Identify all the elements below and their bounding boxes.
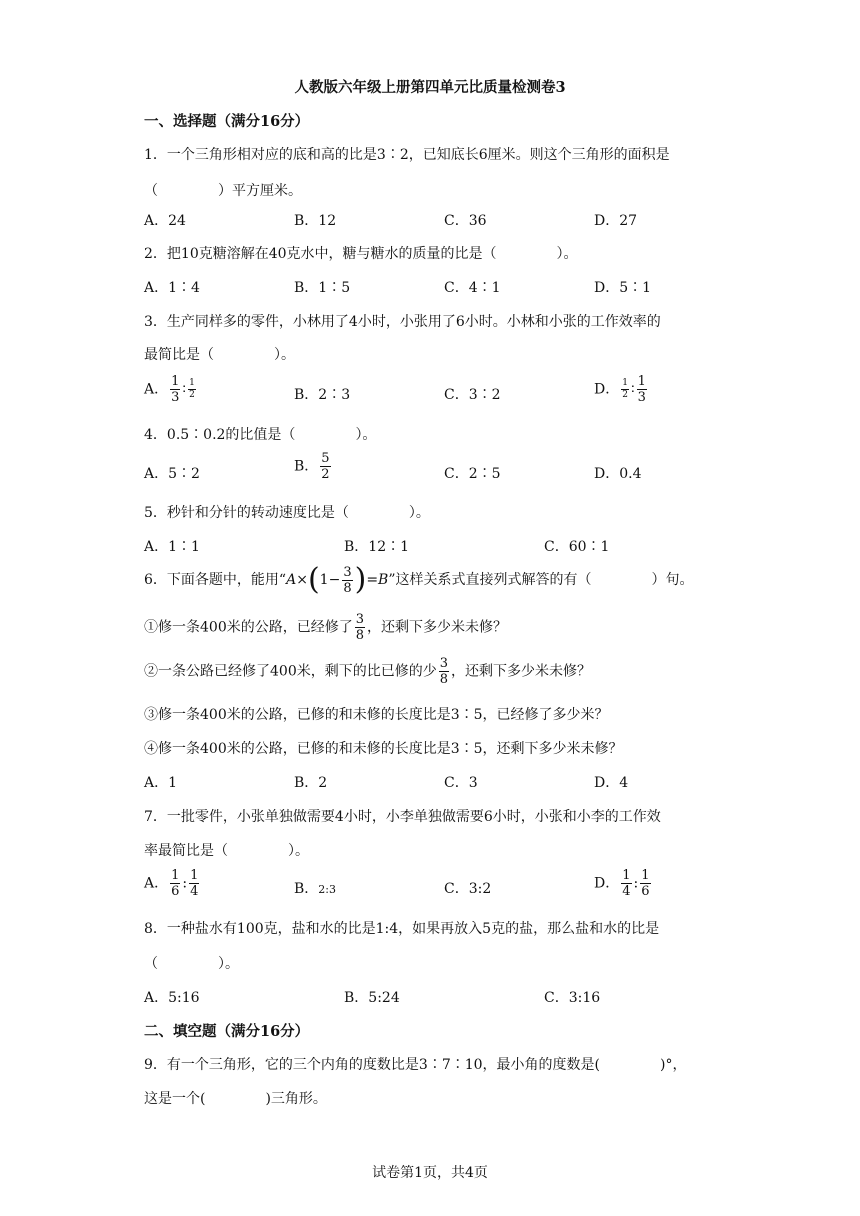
question-8-text: 8．一种盐水有100克，盐和水的比是1:4，如果再放入5克的盐，那么盐和水的比是 — [144, 921, 660, 937]
fraction: $\frac{3}{8}$ — [439, 656, 449, 687]
q5-option-c: C．60∶1 — [544, 539, 610, 555]
fraction: $\frac{1}{6}$ — [641, 868, 650, 899]
q2-option-b: B．1∶5 — [294, 280, 351, 296]
q2-option-c: C．4∶1 — [444, 280, 501, 296]
question-6-statement-1: ①修一条400米的公路，已经修了 $\frac{3}{8}$ ，还剩下多少米未修？ — [144, 612, 508, 643]
section-choice-heading: 一、选择题（满分16分） — [144, 113, 310, 130]
q7-option-a: A． $\frac{1}{6}$ : $\frac{1}{4}$ — [144, 868, 199, 899]
q5-option-a: A．1∶1 — [144, 539, 200, 555]
fraction: $\frac{5}{2}$ — [321, 451, 330, 482]
fraction: $\frac{1}{3}$ — [171, 374, 180, 405]
page-title: 人教版六年级上册第四单元比质量检测卷3 — [294, 79, 566, 96]
q1-option-a: A．24 — [144, 213, 186, 229]
q6-option-a: A．1 — [144, 775, 178, 791]
fraction: $\frac{1}{2}$ — [622, 378, 628, 400]
q4-option-a: A．5∶2 — [144, 466, 200, 482]
question-2-text: 2．把10克糖溶解在40克水中，糖与糖水的质量的比是（ ）。 — [144, 246, 578, 262]
question-7-text: 7．一批零件，小张单独做需要4小时，小李单独做需要6小时，小张和小李的工作效 — [144, 809, 661, 825]
q1-option-c: C．36 — [444, 213, 487, 229]
question-1-text: 1．一个三角形相对应的底和高的比是3∶2，已知底长6厘米。则这个三角形的面积是 — [144, 147, 670, 163]
fraction: $\frac{3}{8}$ — [343, 564, 352, 596]
question-8-text-cont: （ ）。 — [144, 956, 239, 972]
q4-option-c: C．2∶5 — [444, 466, 501, 482]
fraction: $\frac{1}{2}$ — [189, 378, 195, 400]
q7-option-c: C．3:2 — [444, 881, 492, 897]
question-6-statement-2: ②一条公路已经修了400米，剩下的比已修的少 $\frac{3}{8}$ ，还剩下多少米未修？ — [144, 656, 592, 687]
q5-option-b: B．12∶1 — [344, 539, 410, 555]
section-fill-heading: 二、填空题（满分16分） — [144, 1023, 310, 1040]
q4-option-b: B． $\frac{5}{2}$ — [294, 451, 330, 482]
q2-option-a: A．1∶4 — [144, 280, 200, 296]
q6-option-d: D．4 — [594, 775, 629, 791]
q7-option-b: B．2:3 — [294, 881, 336, 897]
question-6-statement-3: ③修一条400米的公路，已修的和未修的长度比是3∶5，已经修了多少米？ — [144, 707, 609, 723]
question-9-text: 9．有一个三角形，它的三个内角的度数比是3∶7∶10，最小角的度数是( )°， — [144, 1057, 687, 1073]
q3-option-b: B．2∶3 — [294, 387, 351, 403]
fraction: $\frac{1}{6}$ — [171, 868, 180, 899]
question-1-text-cont: （ ）平方厘米。 — [144, 183, 302, 199]
q3-option-c: C．3∶2 — [444, 387, 501, 403]
question-4-text: 4．0.5∶0.2的比值是（ ）。 — [144, 427, 377, 443]
question-5-text: 5．秒针和分针的转动速度比是（ ）。 — [144, 505, 430, 521]
q8-option-a: A．5:16 — [144, 990, 200, 1006]
q7-option-d: D． $\frac{1}{4}$ : $\frac{1}{6}$ — [594, 868, 650, 899]
q6-option-b: B．2 — [294, 775, 328, 791]
fraction: $\frac{1}{3}$ — [637, 374, 646, 405]
question-9-text-cont: 这是一个( )三角形。 — [144, 1091, 327, 1107]
q8-option-b: B．5:24 — [344, 990, 400, 1006]
q1-option-b: B．12 — [294, 213, 337, 229]
question-7-text-cont: 率最简比是（ ）。 — [144, 843, 309, 859]
question-3-text: 3．生产同样多的零件，小林用了4小时，小张用了6小时。小林和小张的工作效率的 — [144, 314, 661, 330]
question-3-text-cont: 最简比是（ ）。 — [144, 347, 295, 363]
question-6-statement-4: ④修一条400米的公路，已修的和未修的长度比是3∶5，还剩下多少米未修？ — [144, 741, 623, 757]
fraction: $\frac{1}{4}$ — [190, 868, 199, 899]
q4-option-d: D．0.4 — [594, 466, 642, 482]
fraction: $\frac{3}{8}$ — [355, 612, 365, 643]
q2-option-d: D．5∶1 — [594, 280, 652, 296]
page-footer: 试卷第1页，共4页 — [372, 1165, 488, 1181]
fraction: $\frac{1}{4}$ — [622, 868, 631, 899]
q8-option-c: C．3:16 — [544, 990, 601, 1006]
q3-option-d: D． $\frac{1}{2}$ ∶ $\frac{1}{3}$ — [594, 374, 646, 405]
question-6-text: 6．下面各题中，能用“A×(1− $\frac{3}{8}$ )=B”这样关系式直接列式解答的有（ ）句。 — [144, 562, 694, 597]
q1-option-d: D．27 — [594, 213, 638, 229]
q6-option-c: C．3 — [444, 775, 478, 791]
q3-option-a: A． $\frac{1}{3}$ ∶ $\frac{1}{2}$ — [144, 374, 195, 405]
